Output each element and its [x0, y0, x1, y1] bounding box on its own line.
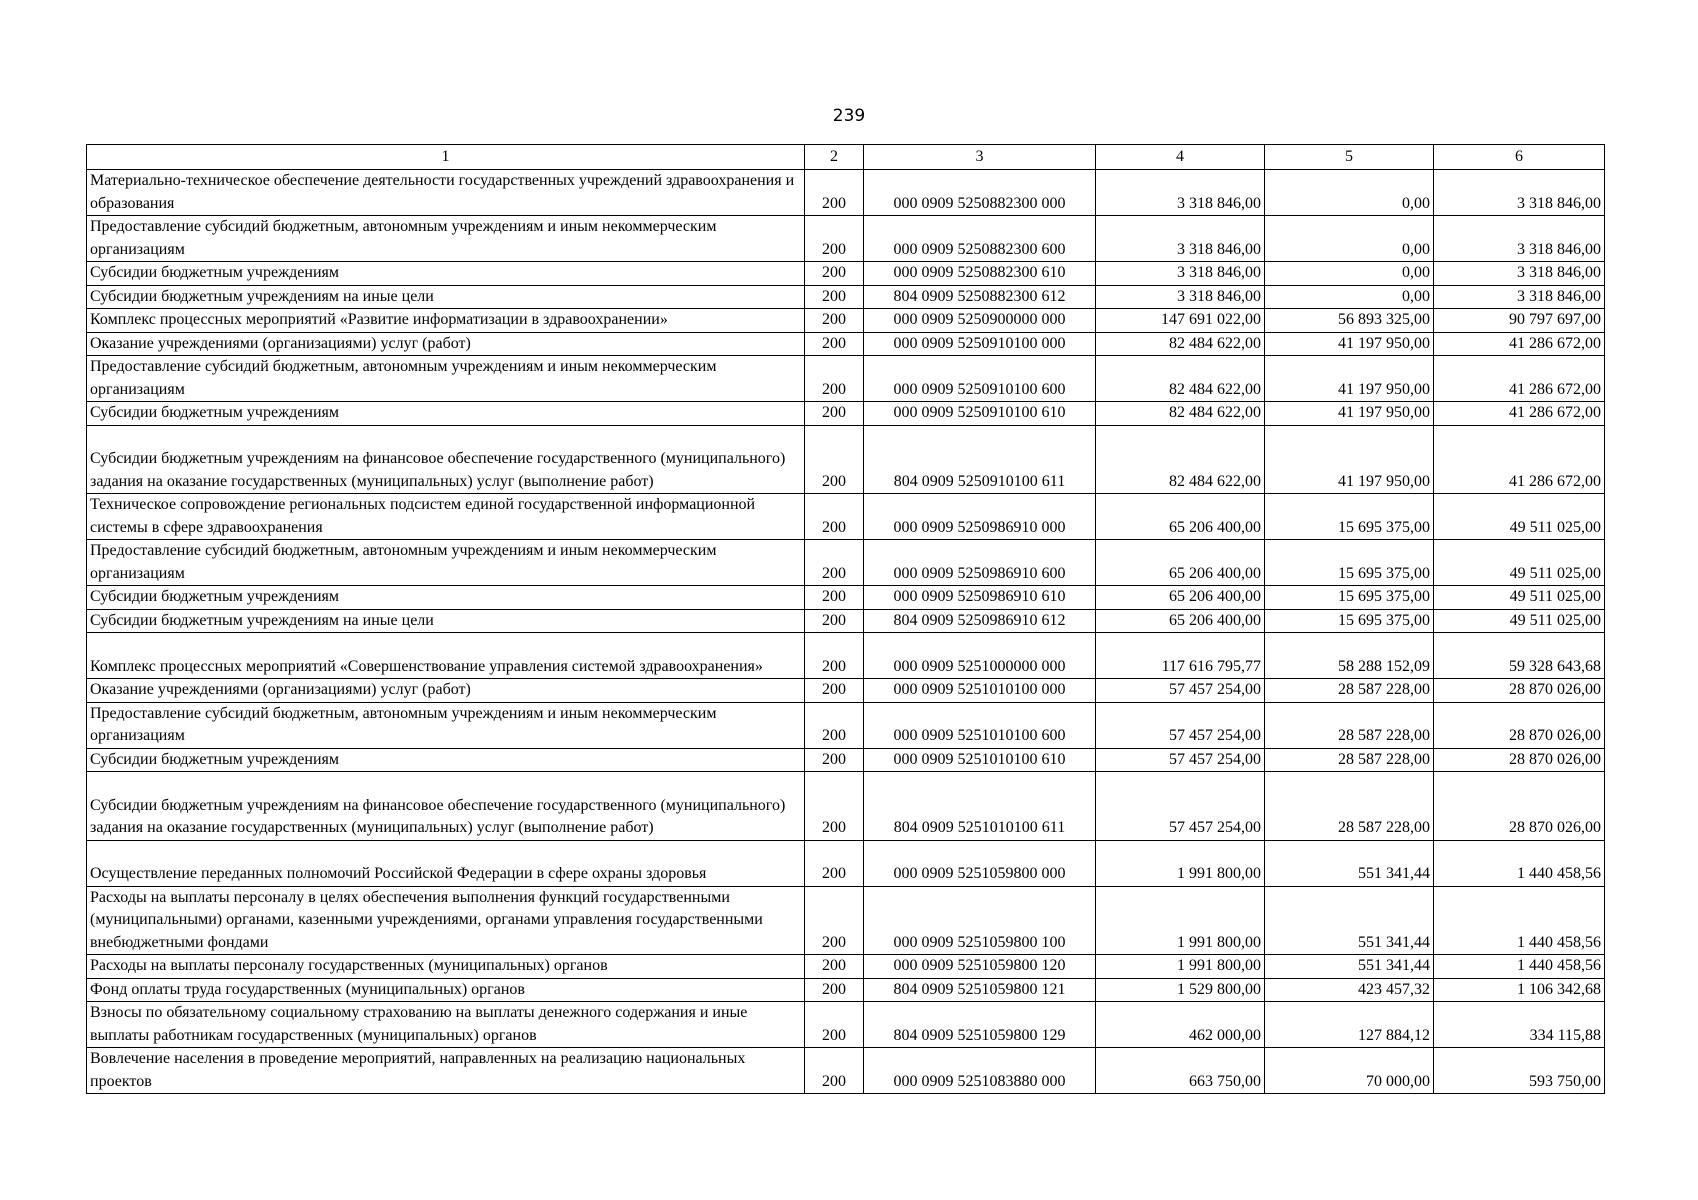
row-budget-code: 000 0909 5250986910 600 [864, 540, 1096, 586]
row-name: Комплекс процессных мероприятий «Развитие информатизации в здравоохранении» [87, 309, 805, 333]
row-code: 200 [805, 494, 864, 540]
row-name: Субсидии бюджетным учреждениям [87, 402, 805, 426]
row-value-col5: 28 587 228,00 [1265, 702, 1434, 748]
row-value-col5: 423 457,32 [1265, 978, 1434, 1002]
row-code: 200 [805, 356, 864, 402]
row-value-col5: 551 341,44 [1265, 886, 1434, 955]
row-code: 200 [805, 425, 864, 494]
row-code: 200 [805, 609, 864, 633]
row-value-col4: 1 991 800,00 [1096, 886, 1265, 955]
row-name: Субсидии бюджетным учреждениям на финансовое обеспечение государственного (муниципального) задания на оказание государственных (муниципальных) услуг (выполнение работ) [87, 772, 805, 841]
row-code: 200 [805, 748, 864, 772]
row-value-col4: 82 484 622,00 [1096, 425, 1265, 494]
row-value-col5: 0,00 [1265, 216, 1434, 262]
row-budget-code: 000 0909 5250882300 610 [864, 262, 1096, 286]
row-value-col4: 82 484 622,00 [1096, 332, 1265, 356]
row-value-col6: 41 286 672,00 [1434, 425, 1605, 494]
row-value-col6: 49 511 025,00 [1434, 494, 1605, 540]
row-value-col5: 0,00 [1265, 285, 1434, 309]
row-code: 200 [805, 216, 864, 262]
row-budget-code: 000 0909 5251059800 120 [864, 955, 1096, 979]
row-value-col4: 65 206 400,00 [1096, 586, 1265, 610]
row-value-col5: 58 288 152,09 [1265, 633, 1434, 679]
row-budget-code: 000 0909 5250882300 000 [864, 170, 1096, 216]
row-name: Предоставление субсидий бюджетным, автономным учреждениям и иным некоммерческим организациям [87, 540, 805, 586]
row-value-col5: 551 341,44 [1265, 955, 1434, 979]
table-row [87, 309, 1605, 333]
row-budget-code: 000 0909 5250900000 000 [864, 309, 1096, 333]
row-value-col5: 41 197 950,00 [1265, 425, 1434, 494]
row-value-col5: 15 695 375,00 [1265, 540, 1434, 586]
row-value-col5: 41 197 950,00 [1265, 356, 1434, 402]
row-value-col4: 65 206 400,00 [1096, 540, 1265, 586]
row-value-col6: 41 286 672,00 [1434, 332, 1605, 356]
row-name: Взносы по обязательному социальному страхованию на выплаты денежного содержания и иные выплаты работникам государственных (муниципальных) органов [87, 1002, 805, 1048]
row-name: Предоставление субсидий бюджетным, автономным учреждениям и иным некоммерческим организациям [87, 702, 805, 748]
row-code: 200 [805, 1002, 864, 1048]
row-value-col5: 551 341,44 [1265, 840, 1434, 886]
row-value-col5: 28 587 228,00 [1265, 772, 1434, 841]
table-row [87, 332, 1605, 356]
row-code: 200 [805, 285, 864, 309]
row-name: Оказание учреждениями (организациями) услуг (работ) [87, 679, 805, 703]
row-name: Предоставление субсидий бюджетным, автономным учреждениям и иным некоммерческим организациям [87, 356, 805, 402]
row-value-col6: 3 318 846,00 [1434, 262, 1605, 286]
row-value-col6: 1 106 342,68 [1434, 978, 1605, 1002]
row-value-col4: 3 318 846,00 [1096, 170, 1265, 216]
row-value-col6: 28 870 026,00 [1434, 748, 1605, 772]
row-name: Расходы на выплаты персоналу государственных (муниципальных) органов [87, 955, 805, 979]
table-row [87, 840, 1605, 886]
row-name: Субсидии бюджетным учреждениям [87, 586, 805, 610]
row-budget-code: 000 0909 5251010100 610 [864, 748, 1096, 772]
row-value-col5: 28 587 228,00 [1265, 748, 1434, 772]
column-header-4: 4 [1096, 145, 1265, 170]
row-budget-code: 804 0909 5250910100 611 [864, 425, 1096, 494]
row-value-col5: 0,00 [1265, 170, 1434, 216]
row-value-col4: 147 691 022,00 [1096, 309, 1265, 333]
row-budget-code: 804 0909 5251059800 129 [864, 1002, 1096, 1048]
row-code: 200 [805, 1048, 864, 1094]
table-body [87, 170, 1605, 1094]
row-value-col4: 57 457 254,00 [1096, 702, 1265, 748]
table-row [87, 978, 1605, 1002]
row-code: 200 [805, 332, 864, 356]
row-code: 200 [805, 978, 864, 1002]
row-value-col4: 3 318 846,00 [1096, 216, 1265, 262]
table-row [87, 633, 1605, 679]
row-name: Фонд оплаты труда государственных (муниципальных) органов [87, 978, 805, 1002]
header-row [87, 145, 1605, 170]
row-value-col6: 1 440 458,56 [1434, 840, 1605, 886]
row-value-col5: 0,00 [1265, 262, 1434, 286]
row-value-col4: 117 616 795,77 [1096, 633, 1265, 679]
row-name: Субсидии бюджетным учреждениям на финансовое обеспечение государственного (муниципального) задания на оказание государственных (муниципальных) услуг (выполнение работ) [87, 425, 805, 494]
row-name: Расходы на выплаты персоналу в целях обеспечения выполнения функций государственными (муниципальными) органами, казенными учреждениями, органами управления государственными внебюджетными фондами [87, 886, 805, 955]
row-value-col6: 334 115,88 [1434, 1002, 1605, 1048]
row-value-col6: 28 870 026,00 [1434, 702, 1605, 748]
column-header-6: 6 [1434, 145, 1605, 170]
table-row [87, 955, 1605, 979]
row-name: Вовлечение населения в проведение мероприятий, направленных на реализацию национальных проектов [87, 1048, 805, 1094]
row-code: 200 [805, 840, 864, 886]
row-name: Комплекс процессных мероприятий «Совершенствование управления системой здравоохранения» [87, 633, 805, 679]
row-budget-code: 804 0909 5250986910 612 [864, 609, 1096, 633]
row-budget-code: 000 0909 5250882300 600 [864, 216, 1096, 262]
row-name: Оказание учреждениями (организациями) услуг (работ) [87, 332, 805, 356]
table-row [87, 425, 1605, 494]
row-value-col4: 1 991 800,00 [1096, 955, 1265, 979]
table-row [87, 262, 1605, 286]
row-budget-code: 000 0909 5250986910 610 [864, 586, 1096, 610]
table-row [87, 494, 1605, 540]
row-value-col4: 1 529 800,00 [1096, 978, 1265, 1002]
table-row [87, 702, 1605, 748]
row-code: 200 [805, 170, 864, 216]
row-code: 200 [805, 309, 864, 333]
column-header-2: 2 [805, 145, 864, 170]
row-value-col4: 663 750,00 [1096, 1048, 1265, 1094]
row-name: Материально-техническое обеспечение деятельности государственных учреждений здравоохранения и образования [87, 170, 805, 216]
row-value-col6: 1 440 458,56 [1434, 955, 1605, 979]
table-row [87, 679, 1605, 703]
row-code: 200 [805, 586, 864, 610]
table-row [87, 886, 1605, 955]
row-value-col6: 90 797 697,00 [1434, 309, 1605, 333]
row-value-col5: 56 893 325,00 [1265, 309, 1434, 333]
row-value-col6: 49 511 025,00 [1434, 609, 1605, 633]
row-budget-code: 000 0909 5251059800 100 [864, 886, 1096, 955]
table-row [87, 609, 1605, 633]
row-value-col5: 15 695 375,00 [1265, 609, 1434, 633]
column-header-5: 5 [1265, 145, 1434, 170]
row-code: 200 [805, 886, 864, 955]
table-row [87, 748, 1605, 772]
row-code: 200 [805, 702, 864, 748]
row-budget-code: 804 0909 5250882300 612 [864, 285, 1096, 309]
table-row [87, 1002, 1605, 1048]
table-row [87, 356, 1605, 402]
row-value-col6: 3 318 846,00 [1434, 216, 1605, 262]
row-value-col6: 1 440 458,56 [1434, 886, 1605, 955]
row-budget-code: 804 0909 5251059800 121 [864, 978, 1096, 1002]
row-budget-code: 000 0909 5251083880 000 [864, 1048, 1096, 1094]
row-value-col4: 65 206 400,00 [1096, 494, 1265, 540]
table-row [87, 402, 1605, 426]
row-name: Субсидии бюджетным учреждениям на иные цели [87, 609, 805, 633]
row-code: 200 [805, 402, 864, 426]
row-value-col6: 593 750,00 [1434, 1048, 1605, 1094]
row-value-col5: 28 587 228,00 [1265, 679, 1434, 703]
row-budget-code: 000 0909 5250910100 600 [864, 356, 1096, 402]
row-budget-code: 000 0909 5251000000 000 [864, 633, 1096, 679]
row-name: Субсидии бюджетным учреждениям [87, 262, 805, 286]
budget-table [86, 144, 1605, 1094]
row-value-col6: 41 286 672,00 [1434, 356, 1605, 402]
row-value-col4: 82 484 622,00 [1096, 402, 1265, 426]
table-row [87, 586, 1605, 610]
row-value-col6: 59 328 643,68 [1434, 633, 1605, 679]
row-value-col4: 57 457 254,00 [1096, 679, 1265, 703]
row-code: 200 [805, 540, 864, 586]
row-budget-code: 000 0909 5251059800 000 [864, 840, 1096, 886]
table-row [87, 170, 1605, 216]
row-name: Субсидии бюджетным учреждениям [87, 748, 805, 772]
row-budget-code: 000 0909 5250910100 000 [864, 332, 1096, 356]
row-code: 200 [805, 955, 864, 979]
row-code: 200 [805, 772, 864, 841]
row-value-col6: 3 318 846,00 [1434, 285, 1605, 309]
row-value-col4: 57 457 254,00 [1096, 772, 1265, 841]
row-code: 200 [805, 633, 864, 679]
row-value-col4: 3 318 846,00 [1096, 285, 1265, 309]
row-budget-code: 000 0909 5251010100 600 [864, 702, 1096, 748]
table-row [87, 772, 1605, 841]
row-name: Предоставление субсидий бюджетным, автономным учреждениям и иным некоммерческим организациям [87, 216, 805, 262]
row-value-col5: 15 695 375,00 [1265, 586, 1434, 610]
row-value-col4: 65 206 400,00 [1096, 609, 1265, 633]
row-value-col5: 41 197 950,00 [1265, 332, 1434, 356]
table-row [87, 1048, 1605, 1094]
row-budget-code: 000 0909 5250986910 000 [864, 494, 1096, 540]
row-name: Техническое сопровождение региональных подсистем единой государственной информационной системы в сфере здравоохранения [87, 494, 805, 540]
table-row [87, 540, 1605, 586]
row-budget-code: 000 0909 5250910100 610 [864, 402, 1096, 426]
row-name: Субсидии бюджетным учреждениям на иные цели [87, 285, 805, 309]
row-value-col5: 127 884,12 [1265, 1002, 1434, 1048]
table-row [87, 216, 1605, 262]
column-header-3: 3 [864, 145, 1096, 170]
column-header-1: 1 [87, 145, 805, 170]
row-value-col4: 3 318 846,00 [1096, 262, 1265, 286]
row-value-col5: 70 000,00 [1265, 1048, 1434, 1094]
row-code: 200 [805, 679, 864, 703]
page-number: 239 [832, 106, 866, 126]
row-value-col6: 49 511 025,00 [1434, 540, 1605, 586]
row-value-col6: 28 870 026,00 [1434, 679, 1605, 703]
table-row [87, 285, 1605, 309]
row-code: 200 [805, 262, 864, 286]
row-value-col6: 28 870 026,00 [1434, 772, 1605, 841]
row-value-col4: 462 000,00 [1096, 1002, 1265, 1048]
row-budget-code: 804 0909 5251010100 611 [864, 772, 1096, 841]
row-name: Осуществление переданных полномочий Российской Федерации в сфере охраны здоровья [87, 840, 805, 886]
row-value-col4: 82 484 622,00 [1096, 356, 1265, 402]
row-value-col5: 41 197 950,00 [1265, 402, 1434, 426]
row-value-col6: 49 511 025,00 [1434, 586, 1605, 610]
row-value-col4: 57 457 254,00 [1096, 748, 1265, 772]
row-budget-code: 000 0909 5251010100 000 [864, 679, 1096, 703]
row-value-col6: 3 318 846,00 [1434, 170, 1605, 216]
row-value-col5: 15 695 375,00 [1265, 494, 1434, 540]
row-value-col4: 1 991 800,00 [1096, 840, 1265, 886]
row-value-col6: 41 286 672,00 [1434, 402, 1605, 426]
